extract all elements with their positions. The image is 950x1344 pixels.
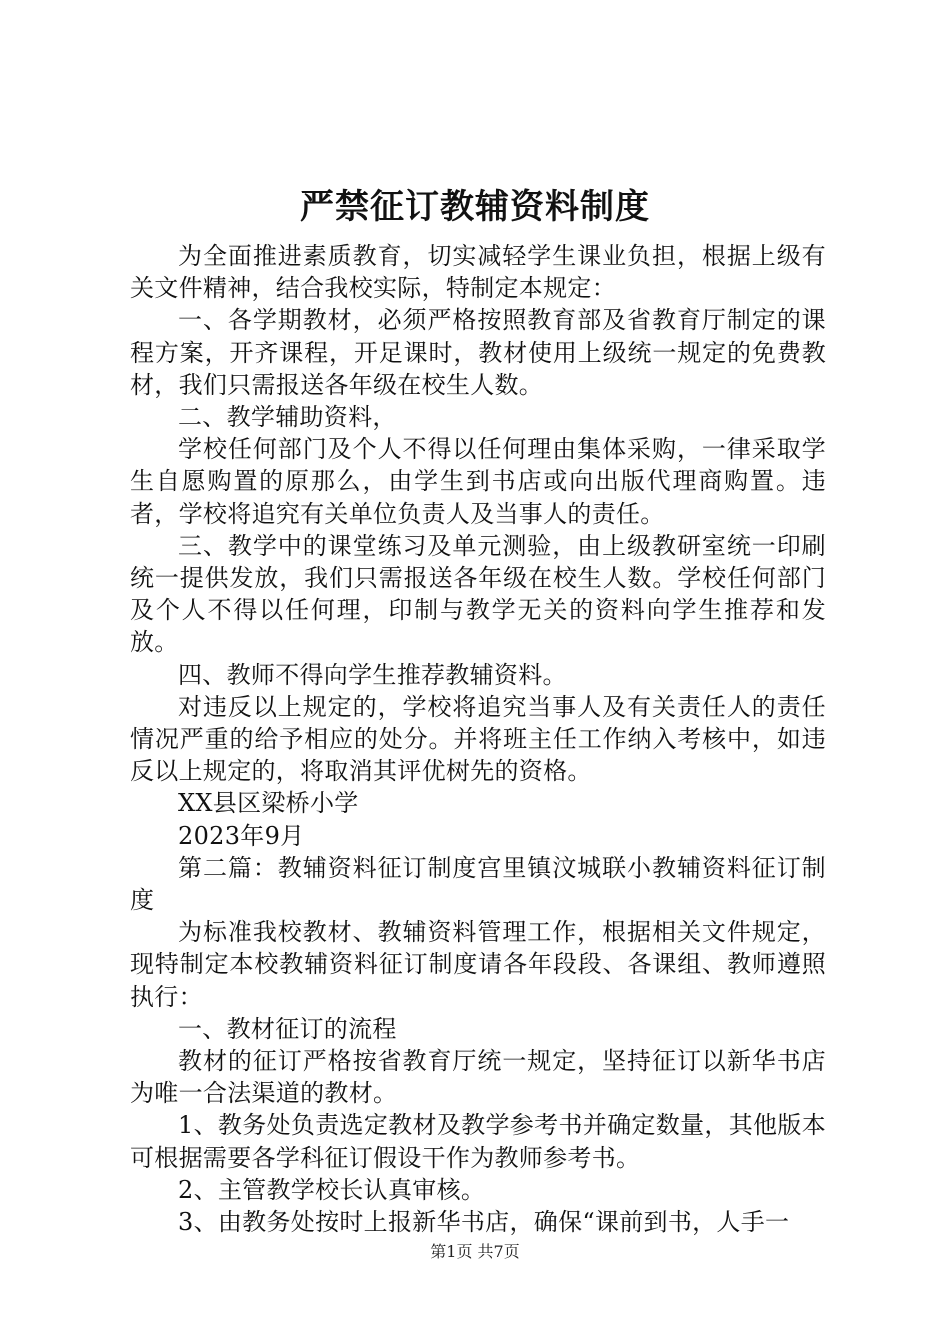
- paragraph: 教材的征订严格按省教育厅统一规定，坚持征订以新华书店为唯一合法渠道的教材。: [130, 1047, 826, 1108]
- page-footer: 第1页 共7页: [430, 1242, 520, 1261]
- paragraph: 1、教务处负责选定教材及教学参考书并确定数量，其他版本可根据需要各学科征订假设干作为教师参考书。: [130, 1111, 826, 1172]
- paragraph: 3、由教务处按时上报新华书店，确保“课前到书，人手一: [178, 1208, 790, 1237]
- section-heading: 第二篇：教辅资料征订制度宫里镇汶城联小教辅资料征订制度: [130, 853, 826, 915]
- document-body: [130, 240, 826, 1238]
- paragraph: 对违反以上规定的，学校将追究当事人及有关责任人的责任情况严重的给予相应的处分。并将班主任工作纳入考核中，如违反以上规定的，将取消其评优树先的资格。: [130, 692, 826, 786]
- signature-date: 2023年9月: [178, 821, 305, 850]
- paragraph: 三、教学中的课堂练习及单元测验，由上级教研室统一印刷统一提供发放，我们只需报送各年级在校生人数。学校任何部门及个人不得以任何理，印制与教学无关的资料向学生推荐和发放。: [130, 531, 826, 657]
- paragraph: 为标准我校教材、教辅资料管理工作，根据相关文件规定，现特制定本校教辅资料征订制度请各年段段、各课组、教师遵照执行：: [130, 918, 826, 1011]
- paragraph: 为全面推进素质教育，切实减轻学生课业负担，根据上级有关文件精神，结合我校实际，特制定本规定：: [130, 242, 826, 303]
- document-title: 严禁征订教辅资料制度: [300, 187, 650, 227]
- paragraph: 二、教学辅助资料，: [178, 403, 397, 432]
- paragraph: 四、教师不得向学生推荐教辅资料。: [178, 660, 567, 689]
- paragraph: 一、各学期教材，必须严格按照教育部及省教育厅制定的课程方案，开齐课程，开足课时，教材使用上级统一规定的免费教材，我们只需报送各年级在校生人数。: [130, 306, 826, 399]
- paragraph: 学校任何部门及个人不得以任何理由集体采购，一律采取学生自愿购置的原那么，由学生到书店或向出版代理商购置。违者，学校将追究有关单位负责人及当事人的责任。: [130, 435, 826, 528]
- signature-school: XX县区梁桥小学: [178, 789, 359, 818]
- paragraph: 一、教材征订的流程: [178, 1014, 397, 1043]
- paragraph: 2、主管教学校长认真审核。: [178, 1175, 486, 1204]
